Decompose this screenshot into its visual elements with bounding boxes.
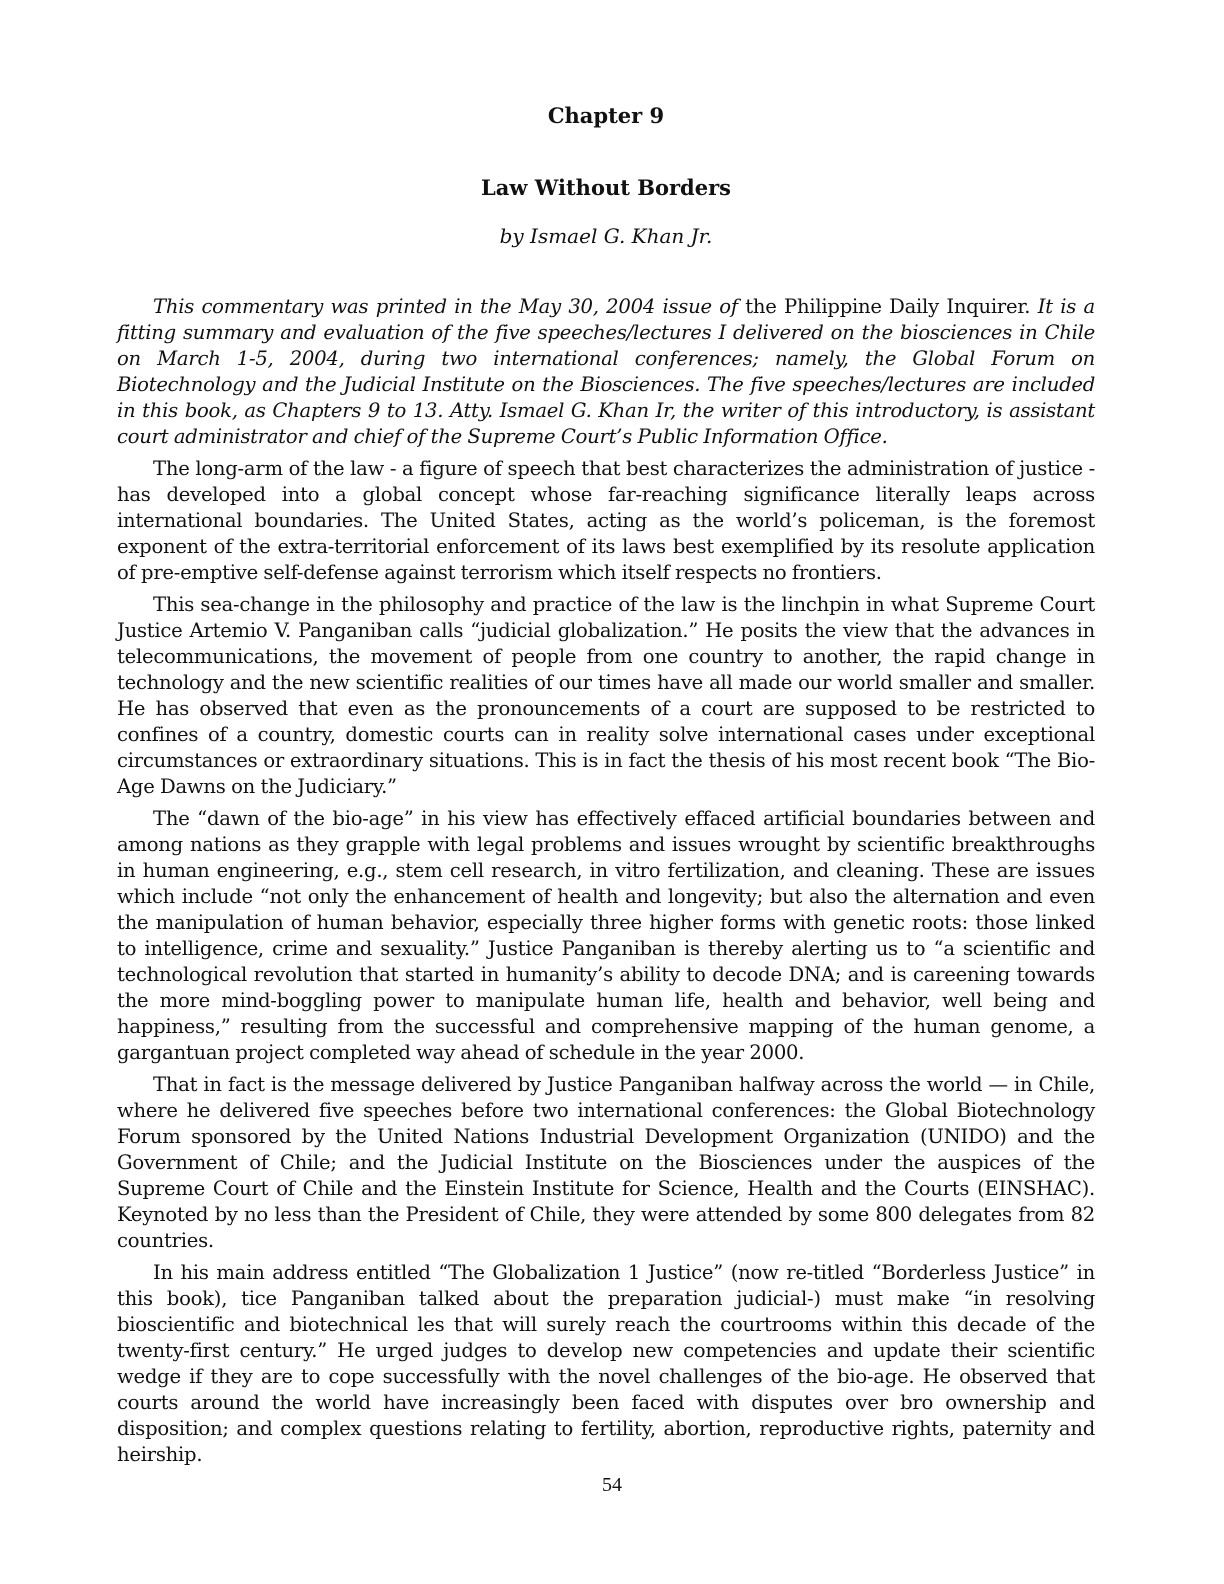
paragraph-4: That in fact is the message delivered by Justice Panganiban halfway across the world — in Chile, where he delivered five speeches before two international conferences: the Global Biotechnology Forum sponsored by the United Nations Industrial Development Organization (UNIDO) and the Government of Chile; and the Judicial Institute on the Biosciences under the auspices of the Supreme Court of Chile and the Einstein Institute for Science, Health and the Courts (EINSHAC). Keynoted by no less than the President of Chile, they were attended by some 800 delegates from 82 countries. bbox=[117, 1073, 1095, 1252]
paragraph-2: This sea-change in the philosophy and practice of the law is the linchpin in what Supreme Court Justice Artemio V. Panganiban calls “judicial globalization.” He posits the view that the advances in telecommunications, the movement of people from one country to another, the rapid change in technology and the new scientific realities of our times have all made our world smaller and smaller. He has observed that even as the pronouncements of a court are supposed to be restricted to confines of a country, domestic courts can in reality solve international cases under exceptional circumstances or extraordinary situations. This is in fact the thesis of his most recent book “The Bio-Age Dawns on the Judiciary.” bbox=[117, 593, 1095, 798]
paragraph-1: The long-arm of the law - a figure of speech that best characterizes the administration of justice - has developed into a global concept whose far-reaching significance literally leaps across international boundaries. The United States, acting as the world’s policeman, is the foremost exponent of the extra-territorial enforcement of its laws best exemplified by its resolute application of pre-emptive self-defense against terrorism which itself respects no frontiers. bbox=[117, 457, 1095, 584]
intro-paragraph bbox=[117, 294, 1095, 450]
page-number: 54 bbox=[602, 1474, 622, 1496]
chapter-title: Law Without Borders bbox=[481, 175, 731, 200]
byline: by Ismael G. Khan Jr. bbox=[499, 224, 713, 248]
intro-text-part1: This commentary was printed in the May 30, 2004 issue of bbox=[153, 295, 746, 318]
chapter-label: Chapter 9 bbox=[547, 103, 665, 128]
paragraph-3: The “dawn of the bio-age” in his view has effectively effaced artificial boundaries between and among nations as they grapple with legal problems and issues wrought by scientific breakthroughs in human engineering, e.g., stem cell research, in vitro fertilization, and cleaning. These are issues which include “not only the enhancement of health and longevity; but also the alternation and even the manipulation of human behavior, especially three higher forms with genetic roots: those linked to intelligence, crime and sexuality.” Justice Panganiban is thereby alerting us to “a scientific and technological revolution that started in humanity’s ability to decode DNA; and is careening towards the more mind-boggling power to manipulate human life, health and behavior, well being and happiness,” resulting from the successful and comprehensive mapping of the human genome, a gargantuan project completed way ahead of schedule in the year 2000. bbox=[117, 807, 1095, 1064]
body-text bbox=[117, 294, 1095, 1474]
paragraph-5: In his main address entitled “The Globalization 1 Justice” (now re-titled “Borderless Justice” in this book), tice Panganiban talked about the preparation judicial-) must make “in resolving bioscientific and biotechnical les that will surely reach the courtrooms within this decade of the twenty-first century.” He urged judges to develop new competencies and update their scientific wedge if they are to cope successfully with the novel challenges of the bio-age. He observed that courts around the world have increasingly been faced with disputes over bro ownership and disposition; and complex questions relating to fertility, abortion, reproductive rights, paternity and heirship. bbox=[117, 1261, 1095, 1466]
publication-name: the Philippine Daily Inquirer. bbox=[745, 295, 1031, 318]
intro-text-part2: It is a fitting summary and evaluation of the five speeches/lectures I delivered on the biosciences in Chile on March 1-5, 2004, during two international conferences; namely, the Global Forum on Biotechnology and the Judicial Institute on the Biosciences. The five speeches/lectures are included in this book, as Chapters 9 to 13. Atty. Ismael G. Khan Ir, the writer of this introductory, is assistant court administrator and chief of the Supreme Court’s Public Information Office. bbox=[117, 295, 1095, 448]
